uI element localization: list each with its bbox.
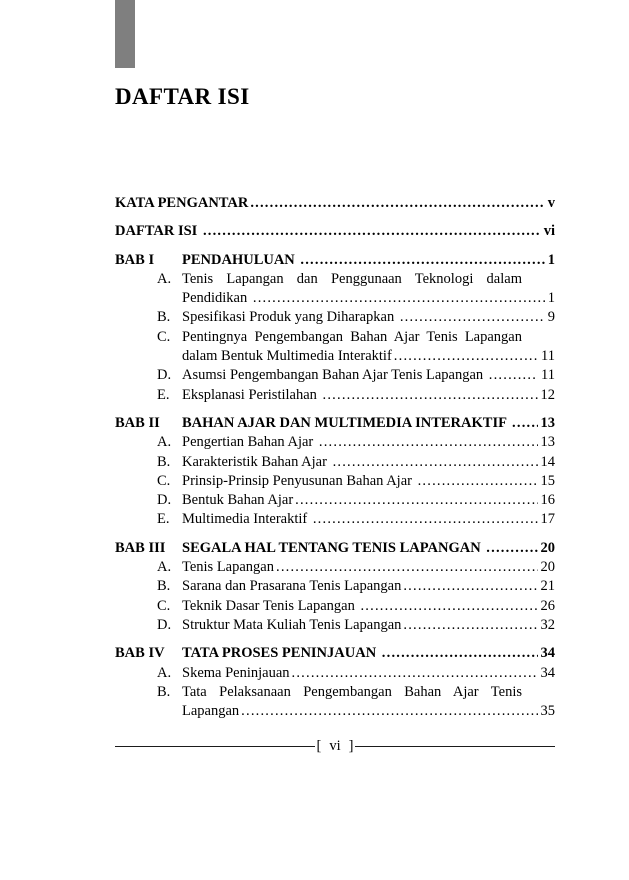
dot-leader xyxy=(416,472,538,491)
toc-item-letter: A. xyxy=(157,664,172,681)
toc-page-number: 11 xyxy=(541,367,555,384)
toc-item-letter: C. xyxy=(157,472,171,489)
toc-item-row xyxy=(115,289,555,308)
dot-leader xyxy=(484,539,537,558)
toc-item-text: Pengertian Bahan Ajar xyxy=(182,434,317,451)
toc-item-text: Struktur Mata Kuliah Tenis Lapangan xyxy=(182,616,402,633)
toc-item-letter: B. xyxy=(157,453,171,470)
toc-page-number: 12 xyxy=(540,386,555,403)
toc-item-letter: A. xyxy=(157,559,172,576)
dot-leader xyxy=(274,558,538,577)
toc-item-row xyxy=(115,558,555,577)
toc-item-text: Eksplanasi Peristilahan xyxy=(182,386,321,403)
toc-chapter-number: BAB IV xyxy=(115,645,165,662)
toc-item-letter: E. xyxy=(157,511,170,528)
toc-page-number: 20 xyxy=(540,539,555,556)
toc-item-row xyxy=(115,491,555,510)
toc-item-row xyxy=(115,270,555,289)
dot-leader xyxy=(248,194,544,213)
page-title: DAFTAR ISI xyxy=(115,84,250,109)
toc-item-row xyxy=(115,577,555,596)
dot-leader xyxy=(311,510,538,529)
footer-rule-left xyxy=(115,746,315,747)
toc-item-text: Karakteristik Bahan Ajar xyxy=(182,453,331,470)
toc-chapter-title: TATA PROSES PENINJAUAN xyxy=(182,645,380,662)
toc-page-number: 15 xyxy=(540,472,555,489)
toc-page-number: 35 xyxy=(540,703,555,720)
toc-chapter-row xyxy=(115,414,555,433)
dot-leader xyxy=(201,222,541,241)
toc-item-text: Sarana dan Prasarana Tenis Lapangan xyxy=(182,578,402,595)
toc-item-text: Teknik Dasar Tenis Lapangan xyxy=(182,597,359,614)
toc-page-number: 11 xyxy=(541,348,555,365)
toc-item-row xyxy=(115,386,555,405)
toc-item-row xyxy=(115,702,555,721)
toc-item-row xyxy=(115,347,555,366)
toc-item-text: Multimedia Interaktif xyxy=(182,511,311,528)
footer-page-number: vi xyxy=(329,738,341,754)
toc-item-text: Lapangan xyxy=(182,703,240,720)
toc-item-text: Bentuk Bahan Ajar xyxy=(182,492,294,509)
footer-right-bracket: ] xyxy=(348,738,354,754)
toc-item-text: Tenis Lapangan xyxy=(182,559,274,576)
toc-item-row xyxy=(115,616,555,635)
dot-leader xyxy=(392,347,538,366)
toc-page-number: 34 xyxy=(540,645,555,662)
toc-item-row xyxy=(115,597,555,616)
toc-item-letter: B. xyxy=(157,683,171,700)
toc-page-number: v xyxy=(547,195,555,211)
dot-leader xyxy=(290,664,538,683)
toc-page-number: 1 xyxy=(547,290,555,307)
toc-item-row xyxy=(115,366,555,385)
dot-leader xyxy=(331,453,538,472)
toc-item-row xyxy=(115,328,555,347)
footer-rule-right xyxy=(355,746,555,747)
toc-item-letter: C. xyxy=(157,328,171,345)
toc-item-row xyxy=(115,453,555,472)
page-footer xyxy=(115,737,555,756)
toc-item-letter: E. xyxy=(157,386,170,403)
toc-page-number: 34 xyxy=(540,664,555,681)
dot-leader xyxy=(510,414,537,433)
toc-chapter-row xyxy=(115,539,555,558)
toc-item-row xyxy=(115,472,555,491)
toc-item-text: Pendidikan xyxy=(182,290,251,307)
toc-page-number: 13 xyxy=(540,414,555,431)
dot-leader xyxy=(298,251,544,270)
dot-leader xyxy=(251,289,545,308)
dot-leader xyxy=(401,577,537,596)
dot-leader xyxy=(487,366,538,385)
toc-chapter-block xyxy=(115,414,555,530)
toc-item-text: Asumsi Pengembangan Bahan Ajar Tenis Lapangan xyxy=(182,367,487,384)
toc-page-number: 16 xyxy=(540,492,555,509)
toc-item-letter: D. xyxy=(157,616,172,633)
toc-item-text: Pentingnya Pengembangan Bahan Ajar Tenis Lapangan xyxy=(182,328,522,345)
toc-item-letter: D. xyxy=(157,492,172,509)
toc-item-letter: A. xyxy=(157,434,172,451)
dot-leader xyxy=(239,702,537,721)
table-of-contents xyxy=(115,194,555,721)
toc-entry-label: DAFTAR ISI xyxy=(115,223,201,240)
toc-page-number: 1 xyxy=(547,251,555,268)
toc-item-row xyxy=(115,510,555,529)
toc-chapter-block xyxy=(115,644,555,721)
toc-page-number: 21 xyxy=(540,578,555,595)
toc-page-number: 20 xyxy=(540,559,555,576)
dot-leader xyxy=(358,597,537,616)
dot-leader xyxy=(293,491,537,510)
dot-leader xyxy=(398,308,545,327)
toc-item-text: Tata Pelaksanaan Pengembangan Bahan Ajar Tenis xyxy=(182,683,522,700)
toc-item-text: Prinsip-Prinsip Penyusunan Bahan Ajar xyxy=(182,472,416,489)
page-content xyxy=(115,0,555,730)
dot-leader xyxy=(401,616,537,635)
toc-chapter-title: PENDAHULUAN xyxy=(182,251,299,268)
toc-chapter-number: BAB I xyxy=(115,251,155,268)
toc-page-number: 14 xyxy=(540,453,555,470)
dot-leader xyxy=(380,644,538,663)
toc-item-letter: D. xyxy=(157,367,172,384)
toc-item-row xyxy=(115,683,555,702)
toc-chapter-title: SEGALA HAL TENTANG TENIS LAPANGAN xyxy=(182,539,485,556)
toc-item-row xyxy=(115,433,555,452)
toc-item-text: Skema Peninjauan xyxy=(182,664,290,681)
toc-chapter-row xyxy=(115,251,555,270)
toc-item-text: Tenis Lapangan dan Penggunaan Teknologi dalam xyxy=(182,270,522,287)
toc-item-letter: B. xyxy=(157,309,171,326)
toc-chapter-number: BAB III xyxy=(115,539,166,556)
dot-leader xyxy=(321,386,538,405)
toc-item-letter: B. xyxy=(157,578,171,595)
toc-item-row xyxy=(115,308,555,327)
footer-left-bracket: [ xyxy=(316,738,322,754)
toc-chapter-row xyxy=(115,644,555,663)
toc-entry xyxy=(115,222,555,241)
toc-chapter-number: BAB II xyxy=(115,414,160,431)
toc-page-number: 32 xyxy=(540,616,555,633)
dot-leader xyxy=(317,433,538,452)
toc-front-block xyxy=(115,222,555,241)
toc-page-number: 9 xyxy=(547,309,555,326)
toc-chapter-block xyxy=(115,251,555,405)
toc-item-text: dalam Bentuk Multimedia Interaktif xyxy=(182,348,392,365)
toc-page-number: 26 xyxy=(540,597,555,614)
toc-page-number: 13 xyxy=(540,434,555,451)
toc-item-letter: C. xyxy=(157,597,171,614)
toc-item-letter: A. xyxy=(157,270,172,287)
toc-entry-label: KATA PENGANTAR xyxy=(115,195,249,211)
toc-entry xyxy=(115,194,555,213)
toc-page-number: vi xyxy=(543,223,555,240)
toc-chapter-block xyxy=(115,539,555,635)
toc-chapter-title: BAHAN AJAR DAN MULTIMEDIA INTERAKTIF xyxy=(182,414,511,431)
toc-front-block xyxy=(115,194,555,213)
toc-page-number: 17 xyxy=(540,511,555,528)
toc-item-row xyxy=(115,664,555,683)
toc-item-text: Spesifikasi Produk yang Diharapkan xyxy=(182,309,398,326)
